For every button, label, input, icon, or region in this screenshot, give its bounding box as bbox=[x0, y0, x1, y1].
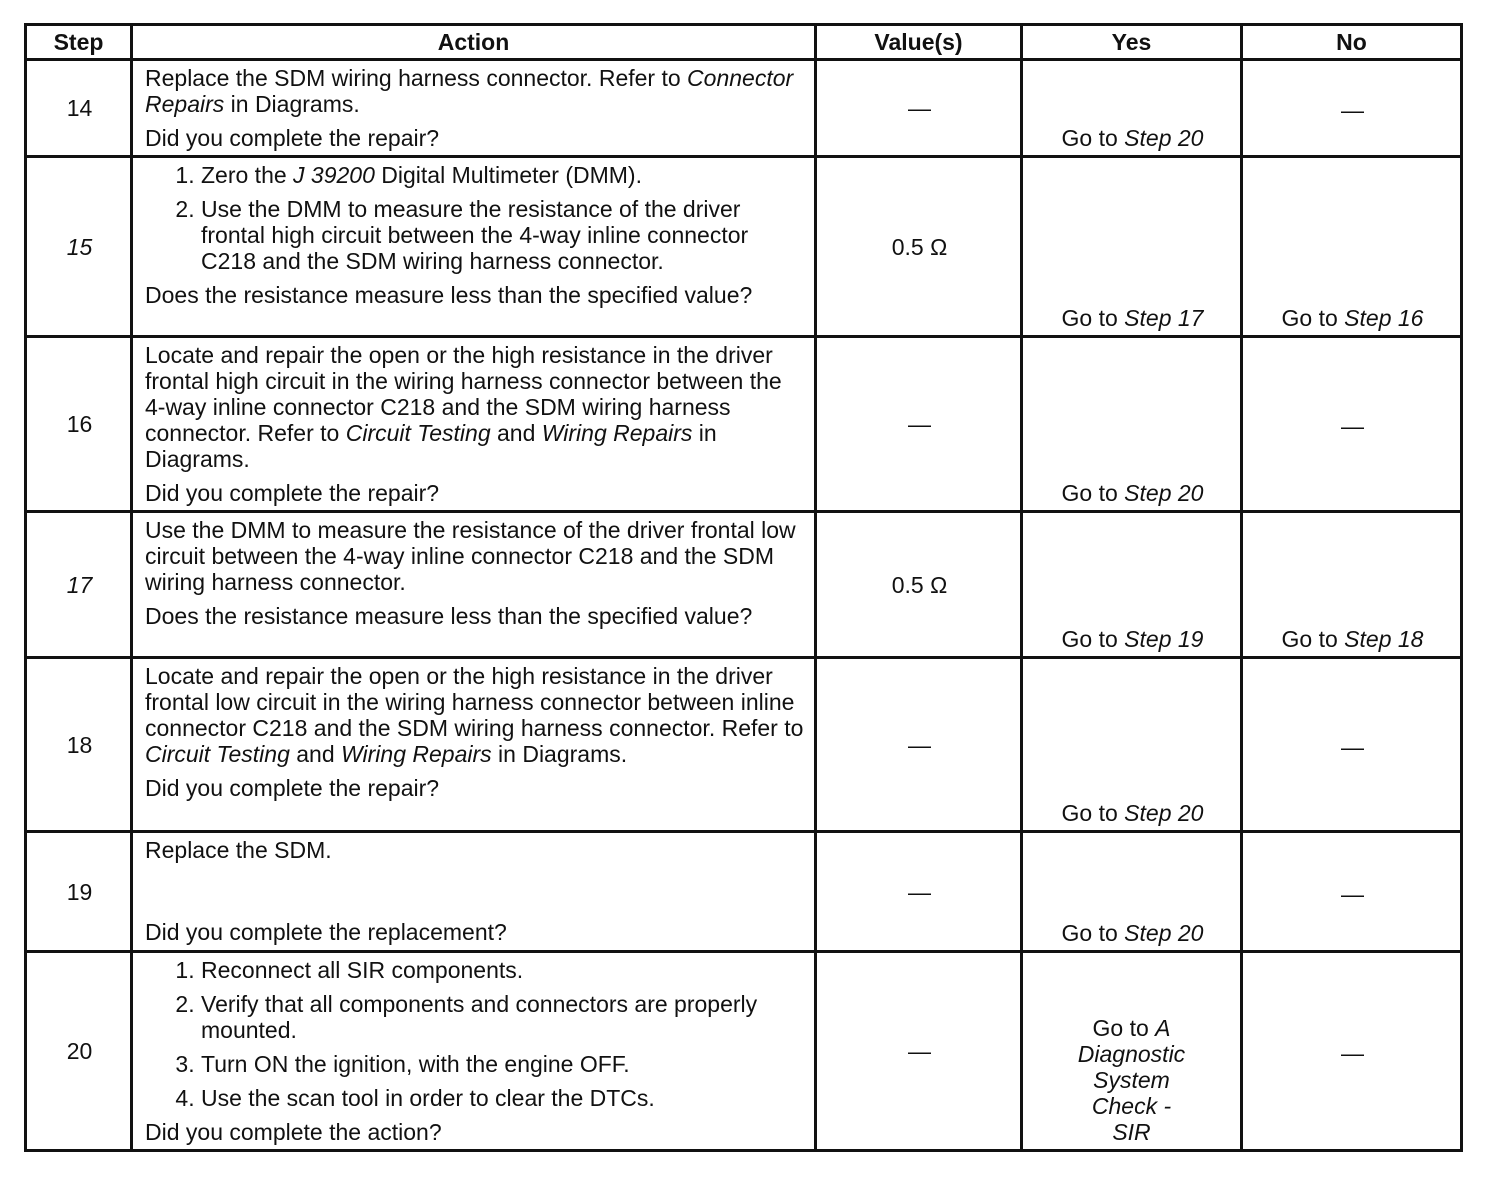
action-cell bbox=[132, 952, 816, 1151]
action-text: Use the scan tool in order to clear the DTCs. bbox=[201, 1085, 655, 1111]
action-text: Turn ON the ignition, with the engine OFF. bbox=[201, 1051, 630, 1077]
header-action: Action bbox=[132, 25, 816, 60]
yes-cell bbox=[1022, 952, 1242, 1151]
no-target[interactable]: Step 16 bbox=[1344, 305, 1424, 331]
value-cell: — bbox=[816, 952, 1022, 1151]
action-instruction bbox=[145, 517, 804, 595]
action-text: Locate and repair the open or the high resistance in the driver frontal low circuit in the wiring harness connector between inline connector C218 and the SDM wiring harness connector. Refer to bbox=[145, 663, 804, 741]
table-row bbox=[26, 658, 1462, 832]
action-step-item bbox=[201, 957, 804, 983]
value-cell: — bbox=[816, 337, 1022, 512]
step-number: 15 bbox=[26, 157, 132, 337]
value-cell: — bbox=[816, 832, 1022, 952]
action-text: Replace the SDM. bbox=[145, 837, 332, 863]
action-cell bbox=[132, 60, 816, 157]
action-text: Replace the SDM wiring harness connector. Refer to bbox=[145, 65, 688, 91]
action-step-item bbox=[201, 991, 804, 1043]
table-row bbox=[26, 832, 1462, 952]
step-number: 19 bbox=[26, 832, 132, 952]
action-text: Reconnect all SIR components. bbox=[201, 957, 524, 983]
reference-text: Circuit Testing bbox=[145, 741, 290, 767]
action-instruction bbox=[145, 342, 804, 472]
step-number: 17 bbox=[26, 512, 132, 658]
step-number: 20 bbox=[26, 952, 132, 1151]
reference-text: Wiring Repairs bbox=[341, 741, 492, 767]
step-number: 14 bbox=[26, 60, 132, 157]
yes-prefix: Go to bbox=[1092, 1015, 1156, 1041]
action-cell bbox=[132, 337, 816, 512]
no-cell bbox=[1242, 157, 1462, 337]
yes-link[interactable] bbox=[1062, 626, 1204, 652]
value-cell: 0.5 Ω bbox=[816, 157, 1022, 337]
action-text: and bbox=[490, 420, 542, 446]
yes-prefix: Go to bbox=[1061, 800, 1125, 826]
yes-target[interactable]: Step 20 bbox=[1124, 800, 1204, 826]
action-question: Did you complete the replacement? bbox=[145, 919, 507, 945]
action-question: Does the resistance measure less than the specified value? bbox=[145, 603, 753, 629]
yes-cell bbox=[1022, 337, 1242, 512]
yes-link[interactable] bbox=[1062, 800, 1204, 826]
yes-target[interactable]: Step 19 bbox=[1124, 626, 1204, 652]
yes-cell bbox=[1022, 157, 1242, 337]
no-cell: — bbox=[1242, 658, 1462, 832]
action-cell bbox=[132, 658, 816, 832]
no-cell: — bbox=[1242, 337, 1462, 512]
action-steps-list bbox=[145, 957, 804, 1111]
yes-cell bbox=[1022, 832, 1242, 952]
header-no: No bbox=[1242, 25, 1462, 60]
action-text: Use the DMM to measure the resistance of the driver frontal high circuit between the 4-way inline connector C218 and the SDM wiring harness connector. bbox=[201, 196, 749, 274]
action-text: Use the DMM to measure the resistance of the driver frontal low circuit between the 4-way inline connector C218 and the SDM wiring harness connector. bbox=[145, 517, 796, 595]
action-question: Did you complete the repair? bbox=[145, 775, 440, 801]
action-text: and bbox=[289, 741, 342, 767]
table-row bbox=[26, 157, 1462, 337]
action-cell bbox=[132, 157, 816, 337]
yes-target[interactable]: Step 20 bbox=[1124, 920, 1204, 946]
diagnostic-table-page bbox=[24, 23, 1460, 1152]
action-text: in Diagrams. bbox=[145, 420, 717, 472]
yes-prefix: Go to bbox=[1061, 305, 1125, 331]
action-text: Locate and repair the open or the high resistance in the driver frontal high circuit in the wiring harness connector between the 4-way inline connector C218 and the SDM wiring harness connector. Refer to bbox=[145, 342, 782, 446]
reference-text: Wiring Repairs bbox=[541, 420, 693, 446]
yes-target[interactable]: Step 17 bbox=[1124, 305, 1204, 331]
action-instruction bbox=[145, 65, 804, 117]
header-yes: Yes bbox=[1022, 25, 1242, 60]
yes-link[interactable] bbox=[1062, 305, 1204, 331]
diagnostic-steps-table bbox=[24, 23, 1463, 1152]
yes-link[interactable] bbox=[1062, 125, 1204, 151]
action-question: Did you complete the action? bbox=[145, 1119, 442, 1145]
action-steps-list bbox=[145, 162, 804, 274]
header-step: Step bbox=[26, 25, 132, 60]
no-cell: — bbox=[1242, 832, 1462, 952]
table-header bbox=[26, 25, 1462, 60]
value-cell: — bbox=[816, 658, 1022, 832]
yes-cell bbox=[1022, 60, 1242, 157]
action-question: Did you complete the repair? bbox=[145, 125, 440, 151]
action-question: Did you complete the repair? bbox=[145, 480, 440, 506]
table-row bbox=[26, 952, 1462, 1151]
yes-target[interactable]: Step 20 bbox=[1124, 480, 1204, 506]
yes-cell bbox=[1022, 658, 1242, 832]
action-instruction bbox=[145, 837, 804, 863]
yes-target[interactable]: Step 20 bbox=[1124, 125, 1204, 151]
action-question: Does the resistance measure less than the specified value? bbox=[145, 282, 753, 308]
yes-cell bbox=[1022, 512, 1242, 658]
yes-prefix: Go to bbox=[1061, 920, 1125, 946]
yes-target[interactable]: A Diagnostic System Check - SIR bbox=[1077, 1015, 1186, 1145]
action-text: Digital Multimeter (DMM). bbox=[374, 162, 642, 188]
yes-link[interactable] bbox=[1062, 920, 1204, 946]
action-cell bbox=[132, 512, 816, 658]
no-prefix: Go to bbox=[1281, 305, 1345, 331]
header-values: Value(s) bbox=[816, 25, 1022, 60]
reference-text: J 39200 bbox=[293, 162, 375, 188]
no-target[interactable]: Step 18 bbox=[1344, 626, 1424, 652]
step-number: 16 bbox=[26, 337, 132, 512]
yes-prefix: Go to bbox=[1061, 125, 1125, 151]
value-cell: 0.5 Ω bbox=[816, 512, 1022, 658]
no-link[interactable] bbox=[1282, 626, 1424, 652]
no-prefix: Go to bbox=[1281, 626, 1345, 652]
reference-text: Connector Repairs bbox=[145, 65, 794, 117]
table-body bbox=[26, 60, 1462, 1151]
yes-prefix: Go to bbox=[1061, 626, 1125, 652]
no-cell bbox=[1242, 512, 1462, 658]
table-row bbox=[26, 512, 1462, 658]
no-link[interactable] bbox=[1282, 305, 1424, 331]
reference-text: Circuit Testing bbox=[345, 420, 491, 446]
yes-link[interactable] bbox=[1062, 480, 1204, 506]
action-text: Zero the bbox=[201, 162, 294, 188]
action-text: in Diagrams. bbox=[224, 91, 360, 117]
action-instruction bbox=[145, 663, 804, 767]
no-cell: — bbox=[1242, 60, 1462, 157]
action-cell bbox=[132, 832, 816, 952]
action-step-item bbox=[201, 196, 804, 274]
table-row bbox=[26, 60, 1462, 157]
action-step-item bbox=[201, 1085, 804, 1111]
action-text: in Diagrams. bbox=[491, 741, 628, 767]
header-row bbox=[26, 25, 1462, 60]
step-number: 18 bbox=[26, 658, 132, 832]
no-cell: — bbox=[1242, 952, 1462, 1151]
action-text: Verify that all components and connectors are properly mounted. bbox=[201, 991, 758, 1043]
value-cell: — bbox=[816, 60, 1022, 157]
yes-link[interactable] bbox=[1078, 1015, 1185, 1145]
action-step-item bbox=[201, 162, 804, 188]
yes-prefix: Go to bbox=[1061, 480, 1125, 506]
table-row bbox=[26, 337, 1462, 512]
action-step-item bbox=[201, 1051, 804, 1077]
